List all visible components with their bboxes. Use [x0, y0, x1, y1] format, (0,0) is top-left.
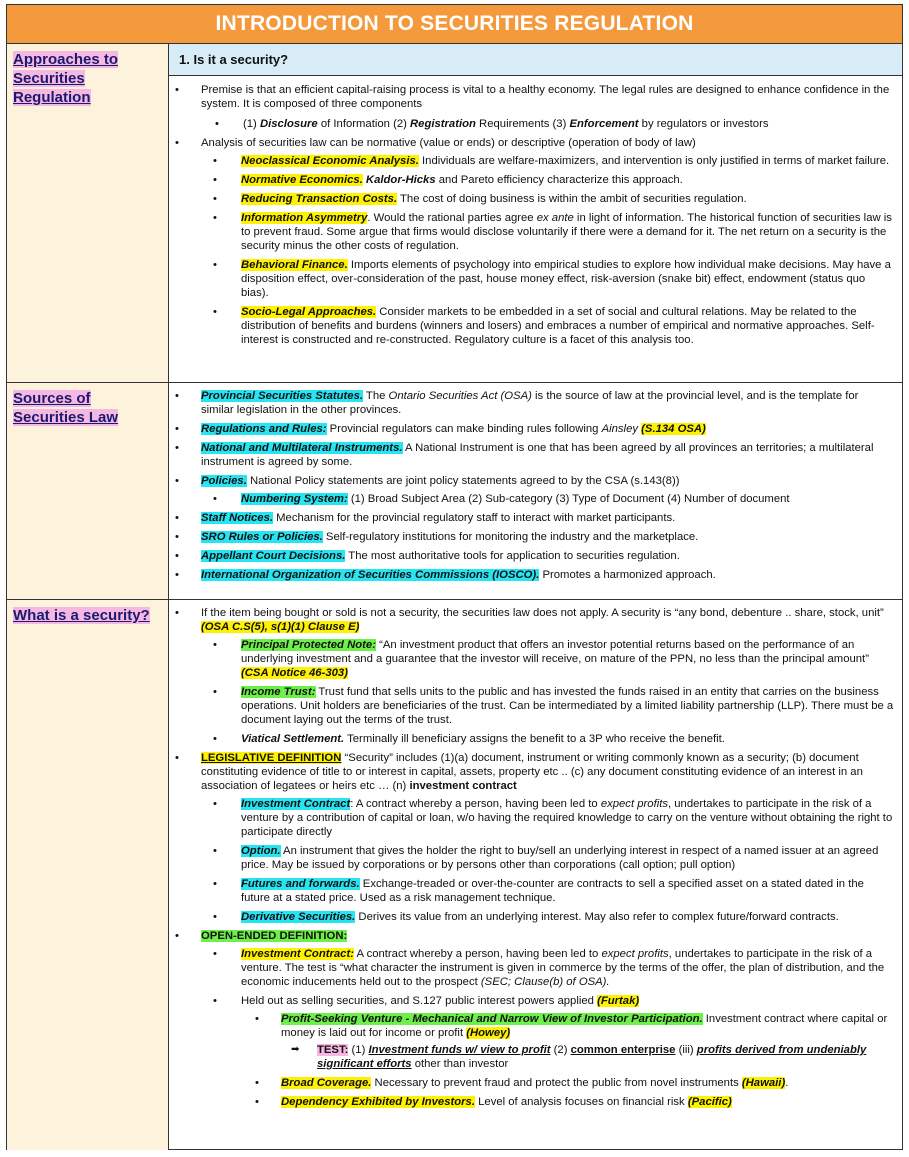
list-item: ➡ TEST: (1) Investment funds w/ view to profit (2) common enterprise (iii) profits derived from undeniably significant efforts other than investor — [317, 1043, 894, 1071]
list-item: • Provincial Securities Statutes. The Ontario Securities Act (OSA) is the source of law at the provincial level, and is the template for similar legislation in the other provinces. — [169, 389, 894, 417]
list-item: • International Organization of Securities Commissions (IOSCO). Promotes a harmonized approach. — [169, 568, 894, 582]
section-body — [169, 600, 902, 1150]
list-item: • Neoclassical Economic Analysis. Individuals are welfare-maximizers, and intervention is only justified in terms of market failure. — [241, 154, 894, 168]
list-item: • Profit-Seeking Venture - Mechanical and Narrow View of Investor Participation. Investment contract where capital or money is laid out for income or profit (Howey) ➡ TEST: (1) Investment funds w/ view to profit (2) common enterprise (iii) profits derived from undeniably significant efforts other than investor — [281, 1012, 894, 1071]
list-item: • Income Trust: Trust fund that sells units to the public and has invested the funds raised in an entity that carries on the business operations. Unit holders are beneficiaries of the trust. Can be intermediated by a limited liability partnership (LLP). There must be a document laying out the terms of the trust. — [241, 685, 894, 727]
list-item: • Principal Protected Note: “An investment product that offers an investor potential returns based on the performance of an underlying investment and a guarantee that the investor will receive, on mature of the PPN, no less than the principal amount” (CSA Notice 46-303) — [241, 638, 894, 680]
list-item: • Numbering System: (1) Broad Subject Area (2) Sub-category (3) Type of Document (4) Number of document — [241, 492, 894, 506]
list-item: • Viatical Settlement. Terminally ill beneficiary assigns the benefit to a 3P who receive the benefit. — [241, 732, 894, 746]
list-item: • OPEN-ENDED DEFINITION: • Investment Contract: A contract whereby a person, having been led to expect profits, undertakes to participate in the risk of a venture. The test is “what character the instrument is given in commerce by the terms of the offer, the plan of distribution, and the economic inducements held out to the prospect (SEC; Clause(b) of OSA). • Held out as selling securities, and S.127 public interest powers applied (Furtak) • Profit-Seeking Venture - Mechanical and Narrow View of Investor Participation. Investment contract where capital or money is laid out for income or profit (Howey) ➡ TEST: (1) Investment funds w/ view to profit (2) common enterprise (iii) profits derived from undeniably significant efforts other than investor • Broad Coverage. Necessary to prevent fraud and protect the public from novel instruments (Hawaii). • Dependency Exhibited by Investors. Level of analysis focuses on financial risk (Pacific) — [169, 929, 894, 1109]
list-item: • (1) Disclosure of Information (2) Registration Requirements (3) Enforcement by regulators or investors — [243, 117, 894, 131]
section-label-cell — [7, 383, 169, 599]
list-item: • Broad Coverage. Necessary to prevent fraud and protect the public from novel instruments (Hawaii). — [281, 1076, 894, 1090]
list-item: • Dependency Exhibited by Investors. Level of analysis focuses on financial risk (Pacific) — [281, 1095, 894, 1109]
list-item: • Derivative Securities. Derives its value from an underlying interest. May also refer to complex future/forward contracts. — [241, 910, 894, 924]
list-item: • Premise is that an efficient capital-raising process is vital to a healthy economy. The legal rules are designed to enhance confidence in the system. It is composed of three components • (1) Disclosure of Information (2) Registration Requirements (3) Enforcement by regulators or investors — [169, 83, 894, 131]
section-label-approaches: Approaches to Securities Regulation — [13, 51, 119, 106]
section-label-sources: Sources of Securities Law — [13, 390, 119, 426]
list-item: • National and Multilateral Instruments. A National Instrument is one that has been agreed by all provinces an territories; a multilateral instrument is agreed by some. — [169, 441, 894, 469]
list-item: • Held out as selling securities, and S.127 public interest powers applied (Furtak) • Profit-Seeking Venture - Mechanical and Narrow View of Investor Participation. Investment contract where capital or money is laid out for income or profit (Howey) ➡ TEST: (1) Investment funds w/ view to profit (2) common enterprise (iii) profits derived from undeniably significant efforts other than investor • Broad Coverage. Necessary to prevent fraud and protect the public from novel instruments (Hawaii). • Dependency Exhibited by Investors. Level of analysis focuses on financial risk (Pacific) — [241, 994, 894, 1109]
section-body — [169, 44, 902, 382]
section-body — [169, 383, 902, 599]
section-label-cell — [7, 600, 169, 1150]
document-page — [6, 4, 903, 1150]
section-sources — [7, 383, 902, 600]
list-item: • Regulations and Rules: Provincial regulators can make binding rules following Ainsley (S.134 OSA) — [169, 422, 894, 436]
list-item: • Behavioral Finance. Imports elements of psychology into empirical studies to explore how individual make decisions. May have a disposition effect, over-consideration of the past, house money effect, risk-aversion (snake bit) effect, endowment (status quo bias). — [241, 258, 894, 300]
section-approaches — [7, 44, 902, 383]
section-label-cell — [7, 44, 169, 382]
list-item: • Investment Contract: A contract whereby a person, having been led to expect profits, undertakes to participate in the risk of a venture. The test is “what character the instrument is given in commerce by the terms of the offer, the plan of distribution, and the economic inducements held out to the prospect (SEC; Clause(b) of OSA). — [241, 947, 894, 989]
list-item: • LEGISLATIVE DEFINITION “Security” includes (1)(a) document, instrument or writing commonly known as a security; (b) document constituting evidence of title to or interest in capital, assets, property etc .. (c) any document constituting evidence of an interest in an association of legatees or heirs etc … (n) investment contract • Investment Contract: A contract whereby a person, having been led to expect profits, undertakes to participate in the risk of a venture by a contribution of capital or loan, w/o having the required knowledge to carry on the venture without obtaining the right to participate directly • Option. An instrument that gives the holder the right to buy/sell an underlying interest in respect of a named issuer at an agreed price. May be issued by corporations or by persons other than corporations (call option; pull option) • Futures and forwards. Exchange-treaded or over-the-counter are contracts to sell a specified asset on a stated dated in the future at a stated price. Used as a risk management technique. • Derivative Securities. Derives its value from an underlying interest. May also refer to complex future/forward contracts. — [169, 751, 894, 924]
list-item: • Investment Contract: A contract whereby a person, having been led to expect profits, undertakes to participate in the risk of a venture by a contribution of capital or loan, w/o having the required knowledge to carry on the venture without obtaining the right to participate directly — [241, 797, 894, 839]
list-item: • Analysis of securities law can be normative (value or ends) or descriptive (operation of body of law) • Neoclassical Economic Analysis. Individuals are welfare-maximizers, and intervention is only justified in terms of market failure. • Normative Economics. Kaldor-Hicks and Pareto efficiency characterize this approach. • Reducing Transaction Costs. The cost of doing business is within the ambit of securities regulation. • Information Asymmetry. Would the rational parties agree ex ante in light of information. The historical function of securities law is to prevent fraud. Some argue that firms would disclose voluntarily if there were a demand for it. The net return on a security is the security minus the other costs of regulation. • Behavioral Finance. Imports elements of psychology into empirical studies to explore how individual make decisions. May have a disposition effect, over-consideration of the past, house money effect, risk-aversion (snake bit) effect, endowment (status quo bias). • Socio-Legal Approaches. Consider markets to be embedded in a set of social and cultural relations. May be related to the distribution of benefits and burdens (winners and losers) and embraces a number of empirical and normative approaches. Self-interest is constructed and re-constructed. Regulatory culture is a facet of this analysis too. — [169, 136, 894, 347]
list-item: • Policies. National Policy statements are joint policy statements agreed to by the CSA (s.143(8)) • Numbering System: (1) Broad Subject Area (2) Sub-category (3) Type of Document (4) Number of document — [169, 474, 894, 506]
list-item: • If the item being bought or sold is not a security, the securities law does not apply. A security is “any bond, debenture .. share, stock, unit” (OSA C.S(5), s(1)(1) Clause E) • Principal Protected Note: “An investment product that offers an investor potential returns based on the performance of an underlying investment and a guarantee that the investor will receive, on mature of the PPN, no less than the principal amount” (CSA Notice 46-303) • Income Trust: Trust fund that sells units to the public and has invested the funds raised in an entity that carries on the business operations. Unit holders are beneficiaries of the trust. Can be intermediated by a limited liability partnership (LLP). There must be a document laying out the terms of the trust. • Viatical Settlement. Terminally ill beneficiary assigns the benefit to a 3P who receive the benefit. — [169, 606, 894, 746]
list-item: • Futures and forwards. Exchange-treaded or over-the-counter are contracts to sell a specified asset on a stated dated in the future at a stated price. Used as a risk management technique. — [241, 877, 894, 905]
page-title: INTRODUCTION TO SECURITIES REGULATION — [7, 5, 902, 44]
section-what-is-security — [7, 600, 902, 1150]
list-item: • SRO Rules or Policies. Self-regulatory institutions for monitoring the industry and the marketplace. — [169, 530, 894, 544]
list-item: • Reducing Transaction Costs. The cost of doing business is within the ambit of securities regulation. — [241, 192, 894, 206]
list-item: • Option. An instrument that gives the holder the right to buy/sell an underlying interest in respect of a named issuer at an agreed price. May be issued by corporations or by persons other than corporations (call option; pull option) — [241, 844, 894, 872]
list-item: • Information Asymmetry. Would the rational parties agree ex ante in light of information. The historical function of securities law is to prevent fraud. Some argue that firms would disclose voluntarily if there were a demand for it. The net return on a security is the security minus the other costs of regulation. — [241, 211, 894, 253]
section-label-what: What is a security? — [13, 607, 150, 624]
list-item: • Socio-Legal Approaches. Consider markets to be embedded in a set of social and cultural relations. May be related to the distribution of benefits and burdens (winners and losers) and embraces a number of empirical and normative approaches. Self-interest is constructed and re-constructed. Regulatory culture is a facet of this analysis too. — [241, 305, 894, 347]
list-item: • Normative Economics. Kaldor-Hicks and Pareto efficiency characterize this approach. — [241, 173, 894, 187]
question-heading: 1. Is it a security? — [169, 44, 902, 76]
list-item: • Appellant Court Decisions. The most authoritative tools for application to securities regulation. — [169, 549, 894, 563]
list-item: • Staff Notices. Mechanism for the provincial regulatory staff to interact with market participants. — [169, 511, 894, 525]
